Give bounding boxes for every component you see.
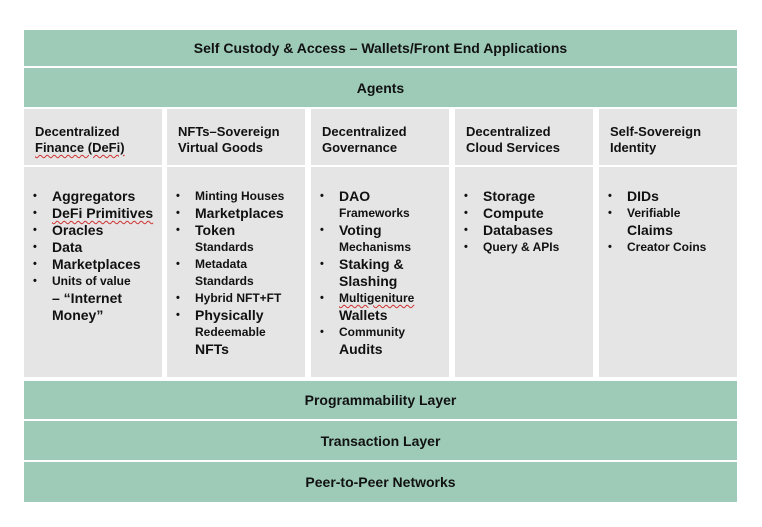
column-title-line: Finance (DeFi) <box>35 140 125 155</box>
list-item <box>33 256 160 273</box>
column-title <box>322 124 407 156</box>
list-item <box>176 290 303 307</box>
layer-label: Agents <box>356 79 405 96</box>
list-item-text: Mechanisms <box>339 240 412 254</box>
column-body <box>311 167 449 377</box>
list-item <box>33 205 160 222</box>
list-item-text: • Multigeniture <box>339 291 415 305</box>
bullet-list <box>320 188 447 358</box>
list-item-text: Standards <box>195 240 254 254</box>
column-title <box>466 124 560 156</box>
list-item <box>176 222 303 256</box>
list-item <box>176 307 303 358</box>
list-item-text: • Storage <box>483 188 536 204</box>
list-item <box>608 205 735 239</box>
list-item-text: – “Internet <box>52 290 123 306</box>
column-identity <box>599 109 737 377</box>
column-title <box>178 124 280 156</box>
column-governance <box>311 109 449 377</box>
list-item-text: • Oracles <box>52 222 104 238</box>
list-item-text: • Databases <box>483 222 554 238</box>
wallets-frontend-layer <box>24 30 737 66</box>
list-item <box>464 239 591 256</box>
bullet-list <box>176 188 303 358</box>
list-item <box>33 273 160 324</box>
column-title-line: Self-Sovereign <box>610 124 702 139</box>
layer-label: Peer-to-Peer Networks <box>305 474 456 490</box>
column-body <box>455 167 593 377</box>
list-item <box>33 239 160 256</box>
list-item-text: • Creator Coins <box>627 240 707 254</box>
programmability-layer <box>24 381 737 419</box>
list-item-text: • Community <box>339 325 405 339</box>
bullet-list <box>464 188 591 256</box>
list-item-text: • Staking & <box>339 256 404 272</box>
bullet-list <box>608 188 735 256</box>
list-item-text: • Metadata <box>195 257 248 271</box>
list-item-text: • Token <box>195 222 236 238</box>
list-item <box>464 188 591 205</box>
column-title-line: Decentralized <box>35 124 120 139</box>
column-header <box>24 109 162 165</box>
list-item-text: • Marketplaces <box>52 256 141 272</box>
list-item-text: Wallets <box>339 307 388 323</box>
list-item <box>320 324 447 358</box>
list-item-text: Audits <box>339 341 383 357</box>
column-title-line: NFTs–Sovereign <box>178 124 280 139</box>
list-item <box>33 222 160 239</box>
list-item-text: • Minting Houses <box>195 189 285 203</box>
list-item-text: • Aggregators <box>52 188 136 204</box>
list-item-text: • Hybrid NFT+FT <box>195 291 282 305</box>
list-item-text: • DIDs <box>627 188 659 204</box>
column-body <box>24 167 162 377</box>
column-body <box>167 167 305 377</box>
column-defi <box>24 109 162 377</box>
layer-label: Self Custody & Access – Wallets/Front End Applications <box>193 40 568 56</box>
list-item-text: NFTs <box>195 341 229 357</box>
bullet-list <box>33 188 160 324</box>
list-item <box>464 205 591 222</box>
column-title-line: Decentralized <box>322 124 407 139</box>
list-item-text: • Verifiable <box>627 206 681 220</box>
list-item <box>608 239 735 256</box>
column-title-line: Cloud Services <box>466 140 560 155</box>
column-body <box>599 167 737 377</box>
list-item-text: Claims <box>627 222 673 238</box>
column-nfts <box>167 109 305 377</box>
layer-label: Transaction Layer <box>320 432 441 449</box>
agents-layer <box>24 68 737 107</box>
list-item-text: Slashing <box>339 273 398 289</box>
transaction-layer <box>24 421 737 460</box>
layer-label: Programmability Layer <box>304 392 457 408</box>
list-item-text: • Query & APIs <box>483 240 560 254</box>
column-header <box>311 109 449 165</box>
list-item <box>176 205 303 222</box>
list-item-text: • DeFi Primitives <box>52 205 154 221</box>
list-item-text: • Voting <box>339 222 382 238</box>
list-item-text: • Units of value <box>52 274 131 288</box>
list-item <box>320 222 447 256</box>
column-header <box>599 109 737 165</box>
list-item-text: Standards <box>195 274 254 288</box>
list-item <box>320 188 447 222</box>
list-item-text: • Data <box>52 239 83 255</box>
list-item-text: • Physically <box>195 307 264 323</box>
column-title-line: Identity <box>610 140 657 155</box>
list-item-text: • Marketplaces <box>195 205 284 221</box>
list-item <box>33 188 160 205</box>
list-item-text: Redeemable <box>195 325 266 339</box>
list-item-text: Frameworks <box>339 206 410 220</box>
list-item <box>608 188 735 205</box>
list-item <box>464 222 591 239</box>
list-item <box>176 188 303 205</box>
column-title <box>610 124 701 156</box>
column-title <box>35 124 125 156</box>
column-cloud-services <box>455 109 593 377</box>
list-item <box>320 290 447 324</box>
list-item-text: • Compute <box>483 205 544 221</box>
column-header <box>167 109 305 165</box>
list-item-text: Money” <box>52 307 104 323</box>
column-title-line: Governance <box>322 140 398 155</box>
column-title-line: Virtual Goods <box>178 140 263 155</box>
column-title-line: Decentralized <box>466 124 551 139</box>
column-header <box>455 109 593 165</box>
list-item <box>176 256 303 290</box>
list-item-text: • DAO <box>339 188 371 204</box>
list-item <box>320 256 447 290</box>
p2p-networks-layer <box>24 462 737 502</box>
